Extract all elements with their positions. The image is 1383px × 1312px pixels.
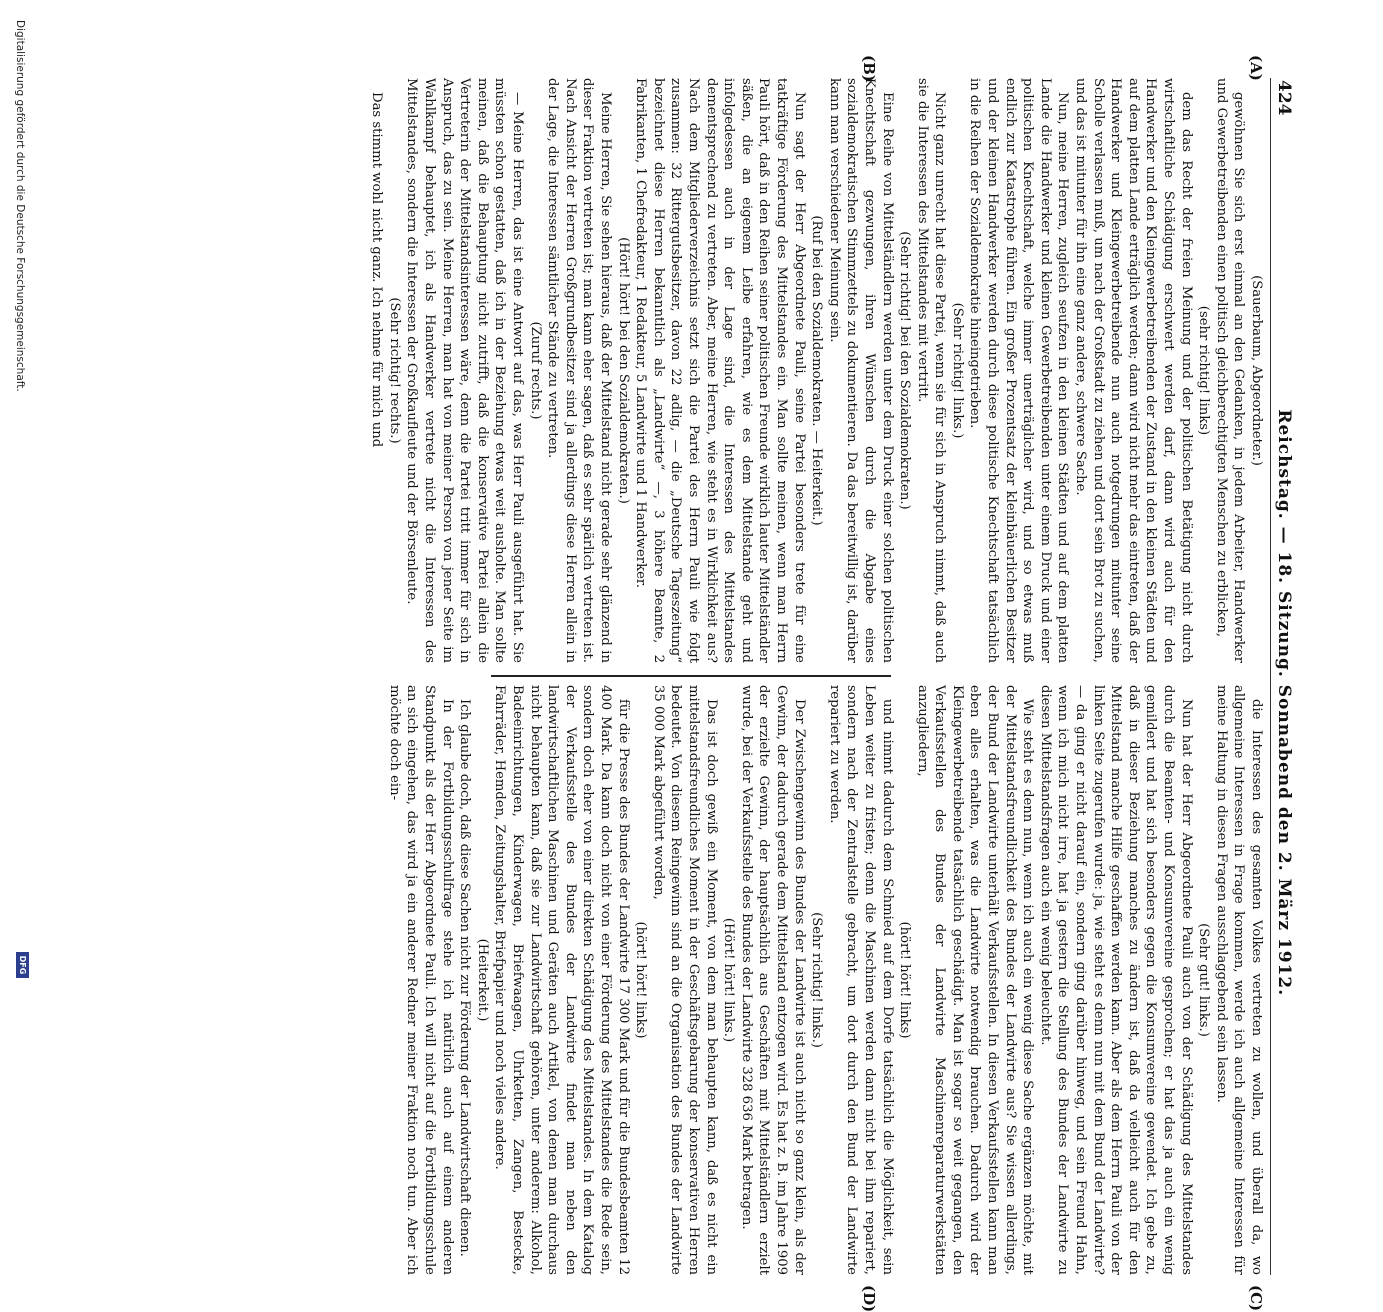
paragraph: für die Presse des Bundes der Landwirte 17 300 Mark und für die Bundesbeamten 12 400 Mark. Da kann doch nicht von einer Förderung des Mittelstandes die Rede sein, sondern doch eher von einer direkten Schädigung des Mittelstandes. In dem Katalog der Verkaufsstelle des Bundes der Landwirte findet man neben den landwirtschaftlichen Maschinen und Geräten auch Artikel, von denen man durchaus nicht behaupten kann, daß sie zur Landwirtschaft gehören, unter anderem: Alkohol, Badeeinrichtungen, Kinderwagen, Briefwaagen, Uhrketten, Zangen, Bestecke, Fahrräder, Hemden, Zeitungshalter, Briefpapier und noch vieles andere. (492, 685, 631, 1275)
interjection: (Sehr richtig! links.) (809, 912, 825, 1048)
paragraph: Das ist doch gewiß ein Moment, von dem man behaupten kann, daß es nicht ein mittelstandsfreundliches Moment in der Geschäftsgebarung der konservativen Herren bedeutet. Von diesem Reingewinn sind an die Organisation des Bundes der Landwirte 35 000 Mark abgeführt worden, (650, 685, 719, 1275)
interjection: (Zuruf rechts.) (527, 321, 543, 420)
interjection: (Ruf bei den Sozialdemokraten. — Heiterkeit.) (809, 215, 825, 526)
text-column-right (92, 685, 1265, 1275)
footer (0, 0, 30, 1000)
paragraph: Der Zwischengewinn des Bundes der Landwirte ist auch nicht so ganz klein, als der Gewinn, der dadurch gerade dem Mittelstand entzogen wird. Es hat z. B. im Jahre 1909 der erzielte Gewinn, der hauptsächlich aus Geschäften mit Mittelständlern erzielt wurde, bei der Verkaufsstelle des Bundes der Landwirte 328 636 Mark betragen. (738, 685, 807, 1275)
interjection: (sehr richtig! links) (1196, 305, 1212, 436)
interjection: (Sauerbaum, Abgeordneter.) (1249, 275, 1264, 466)
paragraph: dem das Recht der freien Meinung und der politischen Betätigung nicht durch wirtschaftliche Schädigung erschwert werden darf, dann wird auch für den Handwerker und den Kleingewerbetreibenden der Zustand in den kleinen Städten und auf dem platten Lande erträglich werden; dann wird nicht mehr das eintreten, daß der Handwerker und Kleingewerbetreibende nun auch notgedrungen mitunter seine Scholle verlassen muß, um nach der Großstadt zu ziehen und dort sein Brot zu suchen, und das ist mitunter für ihn eine ganz andere, schwere Sache. (1073, 78, 1194, 663)
text-column-left (92, 78, 1265, 663)
paragraph: die Interessen des gesamten Volkes vertreten zu wollen, und überall da, wo allgemeine Interessen in Frage kommen, werde ich auch allgemeine Interessen für meine Haltung in diesen Fragen ausschlaggebend sein lassen. (1213, 685, 1264, 1275)
dfg-logo: DFG (16, 952, 29, 978)
interjection: (hört! hört! links) (633, 921, 649, 1039)
paragraph: und nimmt dadurch dem Schmied auf dem Dorfe tatsächlich die Möglichkeit, sein Leben weiter zu fristen; denn die Maschinen werden dann nicht bei ihm repariert, sondern nach der Zentralstelle gebracht, um dort durch den Bund der Landwirte repariert zu werden. (826, 685, 895, 1275)
paragraph: Nun, meine Herren, zugleich seufzen in den kleinen Städten und auf dem platten Lande die Handwerker und kleinen Gewerbetreibenden unter einem Druck und einer politischen Knechtschaft, welche immer unerträglicher wird, und so etwas muß endlich zur Katastrophe führen. Ein großer Prozentsatz der kleinbäuerlichen Besitzer und der kleinen Handwerker werden durch diese politische Knechtschaft tatsächlich in die Reihen der Sozialdemokratie hineingetrieben. (967, 78, 1071, 663)
margin-marker-c: (C) (1247, 1285, 1265, 1312)
paragraph: Nun sagt der Herr Abgeordnete Pauli, seine Partei besonders trete für eine tatkräftige Förderung des Mittelstandes ein. Man sollte meinen, wenn man Herrn Pauli hört, daß in den Reihen seiner politischen Freunde wirklich lauter Mittelständler säßen, die an eigenem Leibe erfahren, wie es dem Mittelstande geht und infolgedessen auch in der Lage sind, die Interessen des Mittelstandes dementsprechend zu vertreten. Aber, meine Herren, wie steht es in Wirklichkeit aus? Nach dem Mitgliederverzeichnis setzt sich die Partei des Herrn Pauli wie folgt zusammen: 32 Rittergutsbesitzer, davon 22 adlig, — die „Deutsche Tageszeitung“ bezeichnet diese Herren bekanntlich als „Landwirte“ —, 3 höhere Beamte, 2 Fabrikanten, 1 Chefredakteur, 1 Redakteur, 5 Landwirte und 1 Handwerker. (633, 78, 807, 663)
paragraph: Nun hat der Herr Abgeordnete Pauli auch von der Schädigung des Mittelstandes durch die Beamten- und Konsumvereine gesprochen; er hat das ja auch ein wenig gemildert und hat sich besonders gegen die Konsumvereine gewendet. Ich gebe zu, daß in dieser Beziehung manches zu ändern ist, daß da vielleicht auch für den Mittelstand manche Hilfe geschaffen werden kann. Aber als dem Herrn Pauli von der linken Seite zugerufen wurde: ja, wie steht es denn nun mit dem Bund der Landwirte? — da ging er nicht darauf ein, sondern ging darüber hinweg, und sein Freund Hahn, wenn ich mich nicht irre, hat ja gestern die Stellung des Bundes der Landwirte zu diesen Mittelstandsfragen auch ein wenig beleuchtet. (1037, 685, 1194, 1275)
paragraph: gewöhnen Sie sich erst einmal an den Gedanken, in jedem Arbeiter, Handwerker und Gewerbetreibenden einen politisch gleichberechtigten Menschen zu erblicken, (1213, 78, 1247, 663)
interjection: (Sehr richtig! links.) (949, 302, 965, 439)
margin-marker-b: (B) (860, 55, 878, 82)
paragraph: Nicht ganz unrecht hat diese Partei, wenn sie für sich in Anspruch nimmt, daß auch sie die Interessen des Mittelstandes mit vertritt. (914, 78, 948, 663)
interjection: (Sehr richtig! bei den Sozialdemokraten.) (897, 231, 913, 510)
paragraph: Ich glaube doch, daß diese Sachen nicht zur Förderung der Landwirtschaft dienen. (457, 699, 473, 1257)
paragraph: Das stimmt wohl nicht ganz. Ich nehme für mich und (369, 92, 385, 448)
page-header (1271, 80, 1297, 1290)
interjection: (Sehr richtig! rechts.) (386, 297, 402, 444)
digitization-credit: Digitalisierung gefördert durch die Deutsche Forschungsgemeinschaft. (14, 20, 26, 392)
paragraph: Meine Herren, Sie sehen hieraus, daß der Mittelstand nicht gerade sehr glänzend in dieser Fraktion vertreten ist; man kann eher sagen, daß es sehr spärlich vertreten ist. Nach Ansicht der Herren Großgrundbesitzer sind ja allerdings diese Herren allein in der Lage, die Interessen sämtlicher Stände zu vertreten. (545, 78, 614, 663)
interjection: (hört! hört! links) (897, 921, 913, 1039)
column-divider (491, 675, 891, 677)
paragraph: Wie steht es denn nun, wenn ich auch ein wenig diese Sache ergänzen möchte, mit der Mittelstandsfreundlichkeit des Bundes der Landwirte aus? Sie wissen allerdings, der Bund der Landwirte unterhält Verkaufsstellen. In diesen Verkaufsstellen kann man eben alles erhalten, was die Landwirte notwendig brauchen. Dadurch wird der Kleingewerbetreibende tatsächlich geschädigt. Man ist sogar so weit gegangen, den Verkaufsstellen des Bundes der Landwirte Maschinenreparaturwerkstätten anzugliedern, (914, 685, 1036, 1275)
interjection: (Heiterkeit.) (474, 938, 490, 1022)
page-number: 424 (1274, 80, 1294, 116)
paragraph: — Meine Herren, das ist eine Antwort auf das, was Herr Pauli ausgeführt hat. Sie müssten schon gestatten, daß ich in der Beziehung etwas weit ausholte. Man sollte meinen, daß die Behauptung nicht zutrifft, daß die konservative Partei allein die Vertreterin der Mittelstandsinteressen wäre, denn die Partei tritt immer für sich in Anspruch, das zu sein. Meine Herren, man hat von meiner Person von jener Seite im Wahlkampf behauptet, ich als Handwerker vertrete nicht die Interessen des Mittelstandes, sondern die Interessen der Großkaufleute und der Börsenleute. (404, 78, 526, 663)
margin-marker-d: (D) (860, 1285, 878, 1312)
margin-marker-a: (A) (1247, 55, 1265, 81)
interjection: (Hört! hört! bei den Sozialdemokraten.) (615, 237, 631, 504)
paragraph: Eine Reihe von Mittelständlern werden unter dem Druck einer solchen politischen Knechtschaft gezwungen, ihren Wünschen durch die Abgabe eines sozialdemokratischen Stimmzettels zu dokumentieren. Da das bereitwillig ist, darüber kann man verschiedener Meinung sein. (826, 78, 895, 663)
interjection: (Hört! hört! links.) (721, 917, 737, 1043)
paragraph: In der Fortbildungsschulfrage stehe ich natürlich auch auf einem anderen Standpunkt als der Herr Abgeordnete Pauli. Ich will nicht auf die Fortbildungsschule an sich eingehen, das wird ja ein anderer Redner meiner Fraktion noch tun. Aber ich möchte doch ein- (386, 685, 455, 1275)
interjection: (Sehr gut! links.) (1196, 923, 1212, 1037)
page-title: Reichstag. — 18. Sitzung. Sonnabend den 2. März 1912. (1274, 409, 1294, 997)
